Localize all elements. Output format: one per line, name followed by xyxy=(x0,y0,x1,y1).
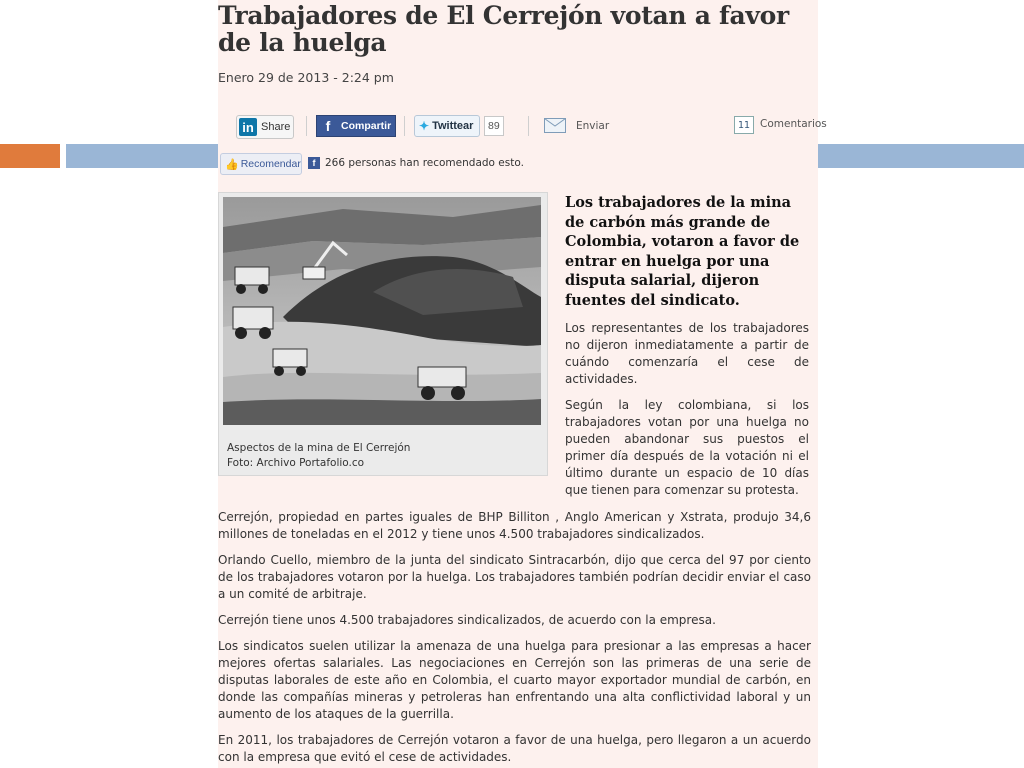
email-share-link[interactable]: Enviar xyxy=(576,120,610,132)
facebook-icon: f xyxy=(325,118,331,134)
toolbar-divider xyxy=(528,116,529,136)
slide-accent-bar-blue-right xyxy=(818,144,1024,168)
slide-accent-bar-orange xyxy=(0,144,60,168)
facebook-icon: f xyxy=(308,157,320,169)
recommend-label: Recomendar xyxy=(240,158,301,170)
linkedin-icon: in xyxy=(239,118,257,136)
toolbar-divider xyxy=(404,116,405,136)
body-paragraph: Cerrejón, propiedad en partes iguales de BHP Billiton , Anglo American y Xstrata, produjo 34,6 millones de toneladas en el 2012 y tiene unos 4.500 trabajadores sindicalizados. xyxy=(218,510,811,541)
linkedin-share-label: Share xyxy=(261,121,291,133)
photo-caption xyxy=(227,441,410,471)
comment-bubble-icon[interactable]: 11 xyxy=(734,116,754,134)
body-paragraph: En 2011, los trabajadores de Cerrejón votaron a favor de una huelga, pero llegaron a un acuerdo con la empresa que evitó el cese de actividades. xyxy=(218,733,811,764)
body-paragraph: Orlando Cuello, miembro de la junta del sindicato Sintracarbón, dijo que cerca del 97 por ciento de los trabajadores votaron por la huelga. Los trabajadores también podrían decidir enviar el caso a un comité de arbitraje. xyxy=(218,553,811,601)
linkedin-share-button[interactable] xyxy=(236,115,294,139)
facebook-share-button[interactable] xyxy=(316,115,396,137)
mine-photo xyxy=(223,197,541,425)
article-lead: Los trabajadores de la mina de carbón más grande de Colombia, votaron a favor de entrar en huelga por una disputa salarial, dijeron fuentes del sindicato. xyxy=(565,194,800,309)
recommend-button[interactable] xyxy=(220,153,302,175)
twitter-count-badge: 89 xyxy=(484,116,504,136)
thumbs-up-icon: 👍 xyxy=(225,158,239,171)
photo-container xyxy=(218,192,548,476)
facebook-share-label: Compartir xyxy=(341,120,392,132)
recommend-count xyxy=(308,157,524,169)
twitter-share-label: Twittear xyxy=(432,120,474,132)
comments-link[interactable]: Comentarios xyxy=(760,118,827,130)
article-screenshot xyxy=(218,0,827,768)
twitter-bird-icon: ✦ xyxy=(419,119,430,133)
slide-accent-bar-blue-left xyxy=(66,144,218,168)
photo-caption-credit: Foto: Archivo Portafolio.co xyxy=(227,457,365,469)
share-toolbar xyxy=(218,112,827,142)
toolbar-divider xyxy=(306,116,307,136)
envelope-icon[interactable] xyxy=(544,118,566,133)
body-paragraph: Cerrejón tiene unos 4.500 trabajadores sindicalizados, de acuerdo con la empresa. xyxy=(218,613,716,627)
article-title: Trabajadores de El Cerrejón votan a favor de la huelga xyxy=(218,1,789,57)
article-date: Enero 29 de 2013 - 2:24 pm xyxy=(218,70,394,85)
recommend-count-text: 266 personas han recomendado esto. xyxy=(325,157,524,169)
photo-caption-title: Aspectos de la mina de El Cerrejón xyxy=(227,442,411,454)
twitter-share-button[interactable] xyxy=(414,115,480,137)
body-paragraph: Los sindicatos suelen utilizar la amenaza de una huelga para presionar a las empresas a hacer mejores ofertas salariales. Las negociaciones en Cerrejón son las primeras de una serie de disputas laborales de este año en Colombia, el cuarto mayor exportador mundial de carbón, en donde las compañías mineras y petroleras han enfrentando una alta conflictividad laboral y un aumento de los ataques de la guerrilla. xyxy=(218,639,811,721)
side-paragraph: Según la ley colombiana, si los trabajadores votan por una huelga no pueden abandonar sus puestos el primer día después de la votación ni el último durante un espacio de 10 días que tienen para comenzar su protesta. xyxy=(565,398,809,497)
side-paragraph: Los representantes de los trabajadores no dijeron inmediatamente a partir de cuándo comenzaría el cese de actividades. xyxy=(565,321,809,386)
